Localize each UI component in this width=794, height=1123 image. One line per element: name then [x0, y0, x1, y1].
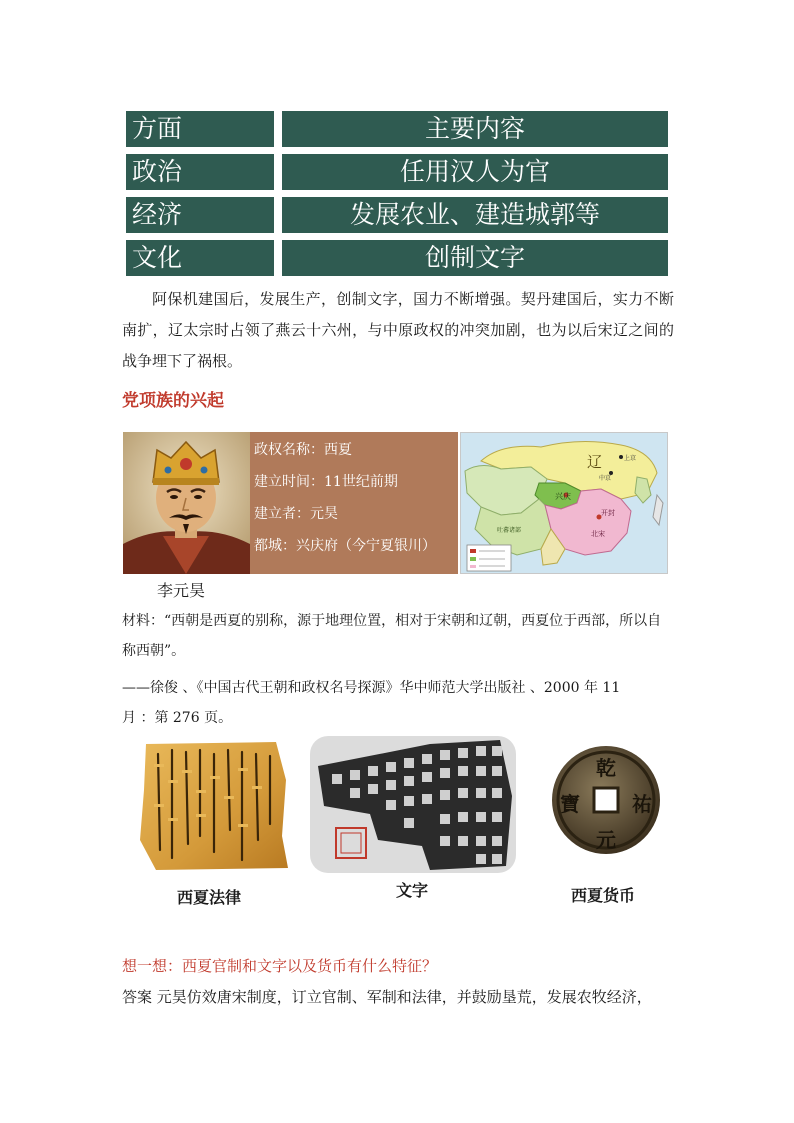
coin-char-left: 寶: [560, 792, 580, 816]
material-source-line1: ——徐俊 、《中国古代王朝和政权名号探源》华中师范大学出版社 、2000 年 11: [122, 680, 621, 696]
law-manuscript-illustration: [136, 740, 290, 872]
material-quote: 材料：“西朝是西夏的别称，源于地理位置，相对于宋朝和辽朝，西夏位于西部，所以自称西朝”。: [122, 613, 662, 659]
material-source-line2: 月 ：第 276 页。: [122, 710, 233, 726]
map-label-zhongjing: 中京: [599, 475, 612, 482]
map-label-xingqing: 兴庆: [555, 492, 571, 501]
map-label-kaifeng: 开封: [601, 509, 615, 517]
table-header-content: 主要内容: [282, 111, 668, 147]
question-answer: 答案 元昊仿效唐宋制度，订立官制、军制和法律，并鼓励垦荒，发展农牧经济，: [122, 988, 652, 1006]
coin-image: [550, 744, 662, 856]
law-caption: 西夏法律: [177, 888, 242, 907]
section-title: 党项族的兴起: [122, 391, 224, 411]
coin-char-bottom: 元: [596, 828, 616, 852]
historical-map: [460, 432, 668, 574]
table-cell-aspect: 政治: [126, 154, 274, 190]
body-paragraph: 阿保机建国后，发展生产，创制文字，国力不断增强。契丹建国后，实力不断南扩，辽太宗时占领了燕云十六州，与中原政权的冲突加剧，也为以后宋辽之间的战争埋下了祸根。: [122, 290, 674, 370]
script-rubbing-image: [310, 736, 516, 873]
table-cell-aspect: 文化: [126, 240, 274, 276]
question-title: 想一想：西夏官制和文字以及货币有什么特征？: [122, 957, 438, 975]
table-cell-content: 发展农业、建造城郭等: [282, 197, 668, 233]
table-header-aspect: 方面: [126, 111, 274, 147]
map-label-liao: 辽: [587, 453, 603, 471]
portrait-image: [123, 432, 250, 574]
map-label-tubo: 吐蕃诸部: [497, 527, 522, 534]
portrait-caption: 李元昊: [157, 581, 206, 600]
coin-caption: 西夏货币: [571, 886, 636, 905]
table-cell-content: 创制文字: [282, 240, 668, 276]
map-illustration: [461, 433, 667, 573]
regime-info-box: [250, 432, 458, 574]
portrait-illustration: [123, 432, 250, 574]
info-founding-time: 建立时间：11世纪前期: [254, 474, 398, 490]
coin-char-right: 祐: [632, 792, 652, 816]
table-cell-content: 任用汉人为官: [282, 154, 668, 190]
script-caption: 文字: [396, 881, 429, 900]
info-regime-name: 政权名称：西夏: [254, 442, 352, 458]
info-capital: 都城：兴庆府（今宁夏银川）: [254, 538, 436, 554]
coin-char-top: 乾: [596, 756, 616, 780]
info-founder: 建立者：元昊: [254, 506, 338, 522]
table-cell-aspect: 经济: [126, 197, 274, 233]
map-label-shangjing: 上京: [624, 455, 637, 462]
law-document-image: [136, 740, 290, 872]
script-rubbing-illustration: [310, 736, 516, 873]
map-label-song: 北宋: [591, 530, 605, 538]
